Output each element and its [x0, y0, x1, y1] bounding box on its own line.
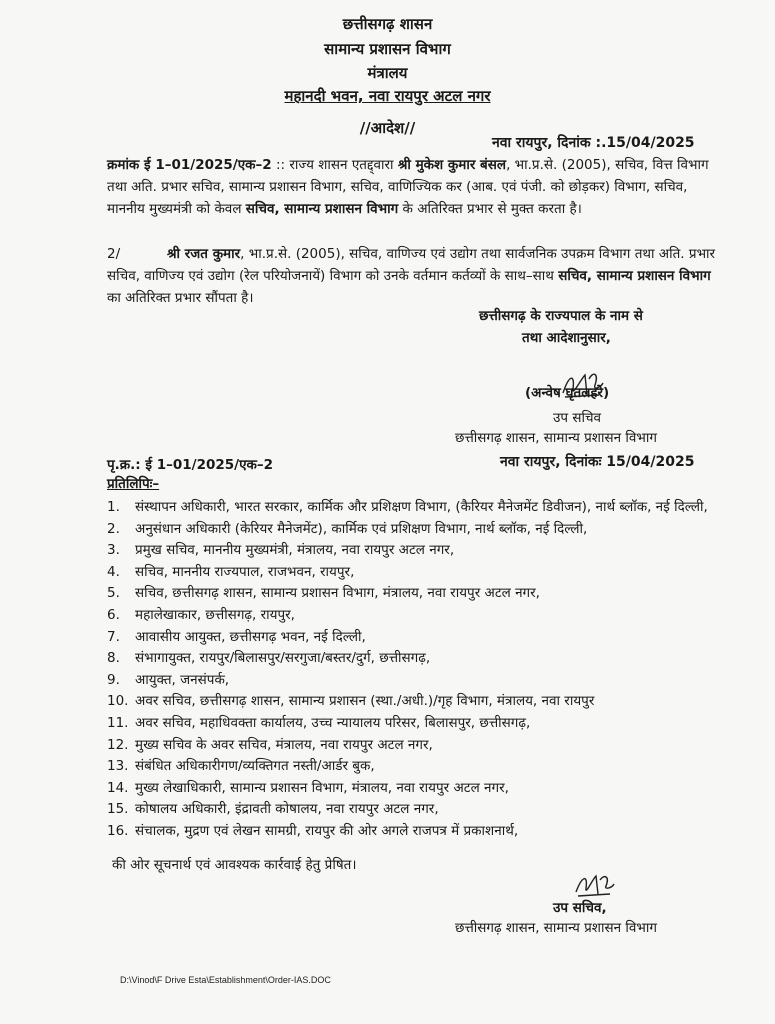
- list-item-number: 10.: [107, 693, 129, 710]
- list-item-text: महालेखाकार, छत्तीसगढ़, रायपुर,: [135, 606, 295, 623]
- list-item-text: सचिव, छत्तीसगढ़ शासन, सामान्य प्रशासन विभाग, मंत्रालय, नवा रायपुर अटल नगर,: [135, 585, 540, 602]
- para2-text-a: , भा.प्र.से. (2005), सचिव, वाणिज्य एवं उद्योग तथा सार्वजनिक उपक्रम विभाग तथा अति. प्रभार सचिव, वाणिज्य एवं उद्योग (रेल परियोजनायें) विभाग को उनके वर्तमान कर्तव्यों के साथ–साथ: [107, 246, 716, 284]
- list-item-number: 9.: [107, 671, 120, 688]
- order-date: नवा रायपुर, दिनांक :.15/04/2025: [492, 135, 695, 151]
- list-item-text: अनुसंधान अधिकारी (केरियर मैनेजमेंट), कार्मिक एवं प्रशिक्षण विभाग, नार्थ ब्लॉक, नई दिल्ली,: [135, 520, 588, 537]
- list-item-text: आवासीय आयुक्त, छत्तीसगढ़ भवन, नई दिल्ली,: [135, 628, 366, 645]
- list-item-text: आयुक्त, जनसंपर्क,: [135, 671, 230, 688]
- list-item: [107, 756, 737, 778]
- list-item-text: सचिव, माननीय राज्यपाल, राजभवन, रायपुर,: [135, 563, 355, 580]
- list-item: [107, 540, 737, 562]
- list-item-text: अवर सचिव, महाधिवक्ता कार्यालय, उच्च न्यायालय परिसर, बिलासपुर, छत्तीसगढ़,: [135, 714, 531, 731]
- copy-list: [107, 497, 737, 843]
- para1-text-c: के अतिरिक्त प्रभार से मुक्त करता है।: [398, 201, 582, 217]
- list-item-number: 3.: [107, 542, 120, 559]
- para1-text-b: , भा.प्र.से. (2005), सचिव, वित्त विभाग तथा अति. प्रभार सचिव, सामान्य प्रशासन विभाग, सचिव, वाणिज्यिक कर (आब. एवं पंजी. को छोड़कर) विभाग, सचिव, माननीय मुख्यमंत्री को केवल: [107, 157, 709, 217]
- order-paragraph-2: [107, 243, 727, 309]
- list-item-number: 13.: [107, 758, 129, 775]
- list-item-text: मुख्य लेखाधिकारी, सामान्य प्रशासन विभाग, मंत्रालय, नवा रायपुर अटल नगर,: [135, 779, 509, 796]
- list-item: [107, 735, 737, 757]
- list-item-number: 8.: [107, 650, 120, 667]
- list-item-text: मुख्य सचिव के अवर सचिव, मंत्रालय, नवा रायपुर अटल नगर,: [135, 736, 433, 753]
- order-paragraph-1: [107, 154, 727, 220]
- list-item-number: 12.: [107, 736, 129, 753]
- order-reference: क्रमांक ई 1–01/2025/एक–2: [107, 157, 272, 173]
- para2-number: 2/: [107, 246, 121, 262]
- list-item-number: 7.: [107, 628, 120, 645]
- officer-name-2: श्री रजत कुमार: [167, 246, 241, 262]
- list-item-text: संचालक, मुद्रण एवं लेखन सामग्री, रायपुर की ओर अगले राजपत्र में प्रकाशनार्थ,: [135, 822, 519, 839]
- para1-department: सचिव, सामान्य प्रशासन विभाग: [245, 201, 399, 217]
- closing-note: की ओर सूचनार्थ एवं आवश्यक कार्रवाई हेतु प्रेषित।: [112, 857, 357, 873]
- list-item: [107, 627, 737, 649]
- para1-text-a: :: राज्य शासन एतद्द्वारा: [271, 157, 398, 173]
- signatory-2-department: छत्तीसगढ़ शासन, सामान्य प्रशासन विभाग: [455, 920, 657, 936]
- para2-text-b: का अतिरिक्त प्रभार सौंपता है।: [107, 290, 254, 306]
- list-item: [107, 713, 737, 735]
- list-item-text: संभागायुक्त, रायपुर/बिलासपुर/सरगुजा/बस्तर/दुर्ग, छत्तीसगढ़,: [135, 650, 431, 667]
- signatory-1-department: छत्तीसगढ़ शासन, सामान्य प्रशासन विभाग: [455, 430, 657, 446]
- list-item: [107, 519, 737, 541]
- list-item-number: 4.: [107, 563, 120, 580]
- signatory-2-rank: उप सचिव,: [553, 900, 607, 916]
- list-item-number: 16.: [107, 822, 129, 839]
- list-item-text: संबंधित अधिकारीगण/व्यक्तिगत नस्ती/आर्डर बुक,: [135, 758, 375, 775]
- header-department: सामान्य प्रशासन विभाग: [324, 40, 451, 58]
- list-item-text: संस्थापन अधिकारी, भारत सरकार, कार्मिक और प्रशिक्षण विभाग, (कैरियर मैनेजमेंट डिवीजन), नार्थ ब्लॉक, नई दिल्ली,: [135, 499, 708, 515]
- list-item: [107, 648, 737, 670]
- list-item: [107, 691, 737, 713]
- officer-name-1: श्री मुकेश कुमार बंसल: [397, 157, 507, 173]
- para2-department: सचिव, सामान्य प्रशासन विभाग: [558, 268, 711, 284]
- copy-heading: प्रतिलिपिः–: [107, 476, 160, 492]
- list-item: [107, 670, 737, 692]
- signatory-1-name: (अन्वेष घृतलहरे): [525, 385, 610, 401]
- list-item-text: कोषालय अधिकारी, इंद्रावती कोषालय, नवा रायपुर अटल नगर,: [135, 801, 439, 818]
- file-path: D:\Vinod\F Drive Esta\Establishment\Order-IAS.DOC: [120, 975, 331, 985]
- signatory-1-rank: उप सचिव: [553, 410, 602, 426]
- endorsement-date: नवा रायपुर, दिनांकः 15/04/2025: [500, 454, 695, 470]
- list-item-number: 2.: [107, 520, 120, 537]
- list-item-number: 15.: [107, 801, 129, 818]
- list-item-text: प्रमुख सचिव, माननीय मुख्यमंत्री, मंत्रालय, नवा रायपुर अटल नगर,: [135, 542, 455, 559]
- list-item: [107, 605, 737, 627]
- list-item: [107, 778, 737, 800]
- list-item: [107, 583, 737, 605]
- list-item-number: 6.: [107, 606, 120, 623]
- header-ministry: मंत्रालय: [367, 64, 408, 82]
- list-item: [107, 497, 737, 519]
- list-item: [107, 799, 737, 821]
- list-item: [107, 562, 737, 584]
- list-item-number: 14.: [107, 779, 129, 796]
- order-title: //आदेश//: [359, 119, 416, 137]
- list-item-text: अवर सचिव, छत्तीसगढ़ शासन, सामान्य प्रशासन (स्था./अधी.)/गृह विभाग, मंत्रालय, नवा रायपुर: [135, 693, 595, 710]
- list-item-number: 5.: [107, 585, 120, 602]
- list-item: [107, 821, 737, 843]
- endorsement-reference: पृ.क्र.: ई 1–01/2025/एक–2: [107, 457, 274, 473]
- list-item-number: 1.: [107, 499, 120, 515]
- header-address: महानदी भवन, नवा रायपुर अटल नगर: [284, 87, 491, 105]
- authority-line-2: तथा आदेशानुसार,: [522, 330, 611, 346]
- list-item-number: 11.: [107, 714, 129, 731]
- header-government: छत्तीसगढ़ शासन: [342, 15, 433, 33]
- authority-line-1: छत्तीसगढ़ के राज्यपाल के नाम से: [479, 308, 643, 324]
